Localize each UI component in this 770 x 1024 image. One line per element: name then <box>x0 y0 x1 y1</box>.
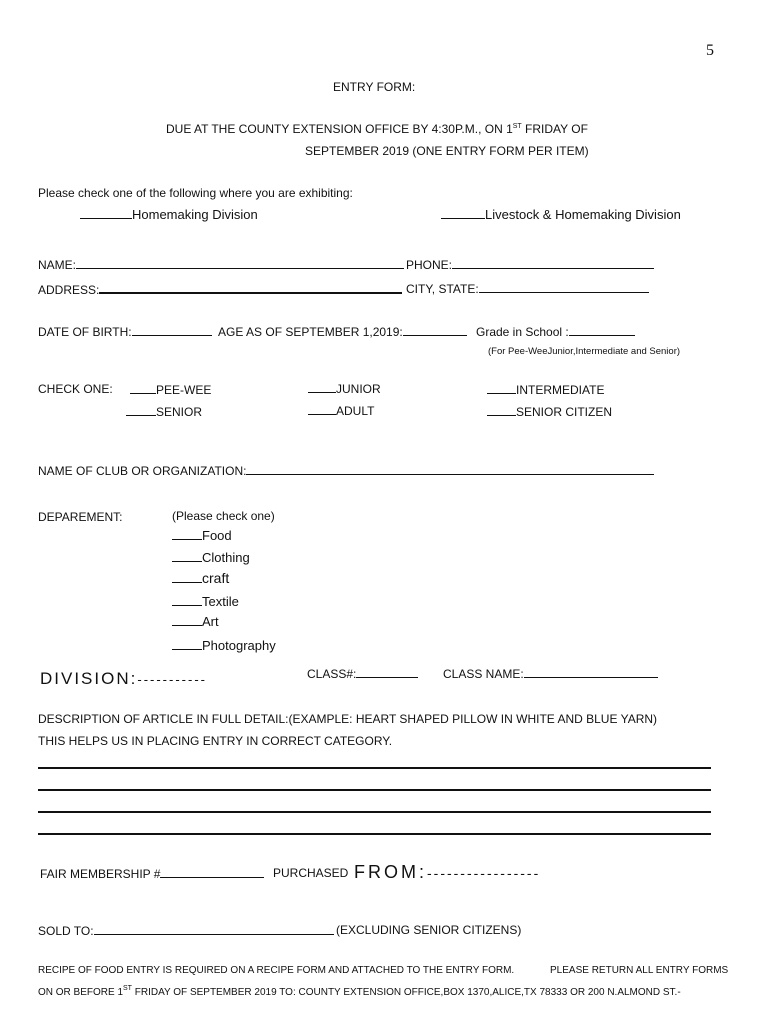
city-state-line[interactable] <box>479 281 649 293</box>
class-number-field[interactable] <box>307 666 418 681</box>
sold-to-note: (EXCLUDING SENIOR CITIZENS) <box>336 923 522 937</box>
grade-line[interactable] <box>569 324 635 336</box>
dept-clothing-checkbox-line[interactable] <box>172 550 202 562</box>
pee-wee-checkbox-line[interactable] <box>130 382 156 394</box>
dept-textile-label: Textile <box>202 594 239 609</box>
due-line-1-sup: ST <box>512 123 522 130</box>
class-name-field[interactable] <box>443 666 658 681</box>
membership-label: FAIR MEMBERSHIP # <box>40 867 161 881</box>
class-number-label: CLASS#: <box>307 667 357 681</box>
membership-field[interactable] <box>40 866 264 881</box>
address-label: ADDRESS: <box>38 283 100 297</box>
age-label: AGE AS OF SEPTEMBER 1,2019: <box>218 325 403 339</box>
description-line-2: THIS HELPS US IN PLACING ENTRY IN CORRECT CATEGORY. <box>38 734 393 748</box>
address-field[interactable] <box>38 281 402 297</box>
footer-address-a: ON OR BEFORE 1 <box>38 987 124 998</box>
homemaking-label: Homemaking Division <box>132 207 258 222</box>
senior-option[interactable] <box>126 404 202 419</box>
livestock-option[interactable] <box>441 207 681 222</box>
phone-label: PHONE: <box>406 258 453 272</box>
from-field[interactable] <box>354 862 540 883</box>
check-one-label: CHECK ONE: <box>38 382 113 396</box>
senior-checkbox-line[interactable] <box>126 404 156 416</box>
pee-wee-label: PEE-WEE <box>156 383 212 397</box>
homemaking-option[interactable] <box>80 207 258 222</box>
city-state-label: CITY, STATE: <box>406 282 479 296</box>
dept-food-option[interactable] <box>172 528 232 543</box>
dept-photography-option[interactable] <box>172 638 276 653</box>
name-field[interactable] <box>38 257 404 272</box>
class-name-line[interactable] <box>524 666 658 678</box>
dept-food-label: Food <box>202 528 232 543</box>
sold-to-field[interactable] <box>38 923 334 938</box>
club-line[interactable] <box>246 463 654 475</box>
dept-art-label: Art <box>202 614 219 629</box>
footer-return-note: PLEASE RETURN ALL ENTRY FORMS <box>550 965 729 976</box>
senior-citizen-label: SENIOR CITIZEN <box>516 405 613 419</box>
dept-textile-checkbox-line[interactable] <box>172 594 202 606</box>
phone-line[interactable] <box>452 257 654 269</box>
senior-citizen-option[interactable] <box>487 404 612 419</box>
age-field[interactable] <box>218 324 467 339</box>
form-title: ENTRY FORM: <box>333 80 416 94</box>
junior-option[interactable] <box>308 381 381 396</box>
dept-photography-checkbox-line[interactable] <box>172 638 202 650</box>
description-writing-line-3[interactable] <box>38 811 711 813</box>
sold-to-line[interactable] <box>94 923 334 935</box>
intermediate-checkbox-line[interactable] <box>487 382 516 394</box>
name-label: NAME: <box>38 258 77 272</box>
footer-address-sup: ST <box>123 985 132 992</box>
division-dashes[interactable]: ----------- <box>137 672 207 687</box>
homemaking-checkbox-line[interactable] <box>80 207 132 219</box>
footer-recipe-note: RECIPE OF FOOD ENTRY IS REQUIRED ON A RECIPE FORM AND ATTACHED TO THE ENTRY FORM. <box>38 965 515 976</box>
address-line[interactable] <box>99 281 402 294</box>
footer-address-b: FRIDAY OF SEPTEMBER 2019 TO: COUNTY EXTENSION OFFICE,BOX 1370,ALICE,TX 78333 OR 200 N.ALMOND ST.- <box>131 987 681 998</box>
age-line[interactable] <box>403 324 467 336</box>
livestock-label: Livestock & Homemaking Division <box>485 207 681 222</box>
dept-clothing-option[interactable] <box>172 550 250 565</box>
class-number-line[interactable] <box>356 666 418 678</box>
dept-craft-label: craft <box>202 570 230 586</box>
name-line[interactable] <box>76 257 404 269</box>
division-label: DIVISION: <box>40 669 138 688</box>
department-instruction: (Please check one) <box>172 509 275 523</box>
pee-wee-option[interactable] <box>130 382 211 397</box>
footer-address-line <box>38 985 681 998</box>
dob-field[interactable] <box>38 324 212 339</box>
due-line-2: SEPTEMBER 2019 (ONE ENTRY FORM PER ITEM) <box>305 144 589 158</box>
description-writing-line-2[interactable] <box>38 789 711 791</box>
adult-checkbox-line[interactable] <box>308 403 336 415</box>
due-line-1 <box>166 122 588 136</box>
exhibit-prompt: Please check one of the following where you are exhibiting: <box>38 186 353 200</box>
club-label: NAME OF CLUB OR ORGANIZATION: <box>38 464 247 478</box>
division-field[interactable] <box>40 669 207 689</box>
due-line-1-b: FRIDAY OF <box>521 122 588 136</box>
dept-craft-checkbox-line[interactable] <box>172 571 202 583</box>
dept-textile-option[interactable] <box>172 594 239 609</box>
purchased-label: PURCHASED <box>273 866 349 880</box>
junior-label: JUNIOR <box>336 382 381 396</box>
grade-note: (For Pee-WeeJunior,Intermediate and Senior) <box>488 346 681 357</box>
senior-label: SENIOR <box>156 405 203 419</box>
intermediate-option[interactable] <box>487 382 604 397</box>
dept-art-checkbox-line[interactable] <box>172 614 202 626</box>
junior-checkbox-line[interactable] <box>308 381 336 393</box>
dept-art-option[interactable] <box>172 614 219 629</box>
due-line-1-a: DUE AT THE COUNTY EXTENSION OFFICE BY 4:30P.M., ON 1 <box>166 122 513 136</box>
city-state-field[interactable] <box>406 281 649 296</box>
phone-field[interactable] <box>406 257 654 272</box>
description-writing-line-4[interactable] <box>38 833 711 835</box>
intermediate-label: INTERMEDIATE <box>516 383 605 397</box>
livestock-checkbox-line[interactable] <box>441 207 485 219</box>
sold-to-label: SOLD TO: <box>38 924 94 938</box>
class-name-label: CLASS NAME: <box>443 667 524 681</box>
from-dashes[interactable]: ----------------- <box>427 865 541 881</box>
dept-food-checkbox-line[interactable] <box>172 528 202 540</box>
grade-label: Grade in School : <box>476 325 569 339</box>
from-label: FROM: <box>354 862 427 882</box>
dept-photography-label: Photography <box>202 638 276 653</box>
dept-clothing-label: Clothing <box>202 550 250 565</box>
dob-line[interactable] <box>132 324 212 336</box>
dob-label: DATE OF BIRTH: <box>38 325 132 339</box>
description-line-1: DESCRIPTION OF ARTICLE IN FULL DETAIL:(EXAMPLE: HEART SHAPED PILLOW IN WHITE AND BLUE YARN) <box>38 712 658 726</box>
adult-option[interactable] <box>308 403 374 418</box>
grade-field[interactable] <box>476 324 635 339</box>
page-number: 5 <box>706 42 714 59</box>
description-writing-line-1[interactable] <box>38 767 711 769</box>
department-label: DEPAREMENT: <box>38 510 123 524</box>
dept-craft-option[interactable] <box>172 570 229 586</box>
club-field[interactable] <box>38 463 654 478</box>
membership-line[interactable] <box>160 866 264 878</box>
senior-citizen-checkbox-line[interactable] <box>487 404 516 416</box>
adult-label: ADULT <box>336 404 375 418</box>
